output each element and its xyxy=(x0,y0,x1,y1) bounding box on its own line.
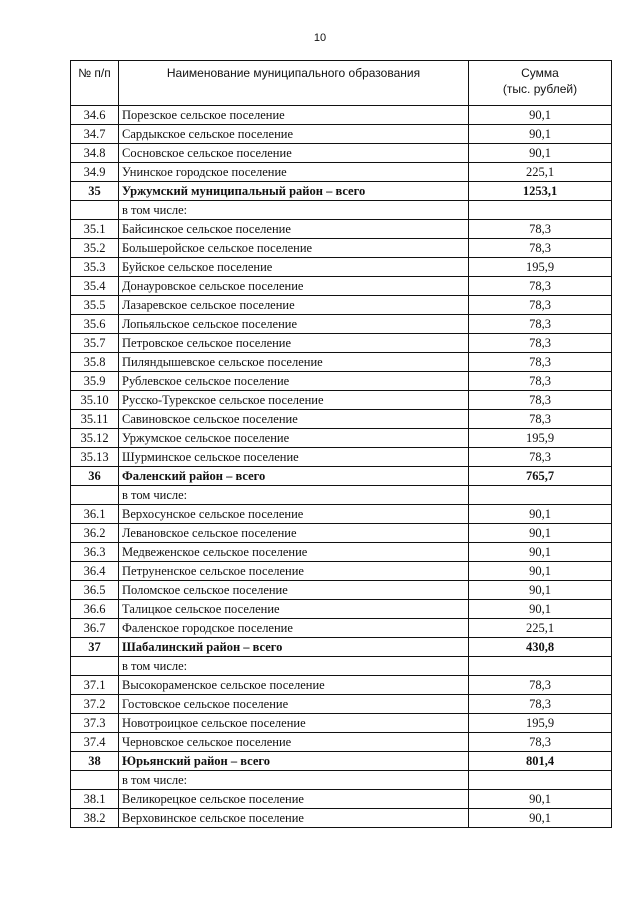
row-sum xyxy=(469,486,612,505)
header-number: № п/п xyxy=(71,61,119,106)
row-number: 35.9 xyxy=(71,372,119,391)
table-row xyxy=(71,809,612,828)
row-number: 35.11 xyxy=(71,410,119,429)
row-name: в том числе: xyxy=(119,201,469,220)
row-name: Уржумский муниципальный район – всего xyxy=(119,182,469,201)
header-name: Наименование муниципального образования xyxy=(119,61,469,106)
row-number: 35 xyxy=(71,182,119,201)
row-number: 36 xyxy=(71,467,119,486)
table-row xyxy=(71,353,612,372)
row-sum: 78,3 xyxy=(469,334,612,353)
row-sum: 78,3 xyxy=(469,448,612,467)
table-row xyxy=(71,543,612,562)
table-row xyxy=(71,239,612,258)
row-sum: 430,8 xyxy=(469,638,612,657)
row-name: Шабалинский район – всего xyxy=(119,638,469,657)
row-number: 36.4 xyxy=(71,562,119,581)
row-sum: 78,3 xyxy=(469,372,612,391)
header-sum-title: Сумма xyxy=(521,66,559,80)
row-name: Рублевское сельское поселение xyxy=(119,372,469,391)
budget-table xyxy=(70,60,612,828)
table-row-total xyxy=(71,752,612,771)
table-row xyxy=(71,334,612,353)
row-sum xyxy=(469,657,612,676)
table-row xyxy=(71,524,612,543)
table-row xyxy=(71,448,612,467)
row-name: Петровское сельское поселение xyxy=(119,334,469,353)
row-number: 37.3 xyxy=(71,714,119,733)
table-row xyxy=(71,619,612,638)
table-row xyxy=(71,391,612,410)
row-sum: 801,4 xyxy=(469,752,612,771)
row-sum: 78,3 xyxy=(469,296,612,315)
row-sum: 78,3 xyxy=(469,353,612,372)
row-sum: 78,3 xyxy=(469,239,612,258)
row-sum: 225,1 xyxy=(469,163,612,182)
row-name: Унинское городское поселение xyxy=(119,163,469,182)
table-row-total xyxy=(71,638,612,657)
row-sum: 195,9 xyxy=(469,429,612,448)
table-row xyxy=(71,733,612,752)
row-name: Черновское сельское поселение xyxy=(119,733,469,752)
row-sum: 78,3 xyxy=(469,277,612,296)
table-row xyxy=(71,657,612,676)
row-sum: 78,3 xyxy=(469,695,612,714)
row-sum: 90,1 xyxy=(469,790,612,809)
table-row xyxy=(71,410,612,429)
row-sum: 78,3 xyxy=(469,733,612,752)
row-sum: 195,9 xyxy=(469,714,612,733)
row-name: Левановское сельское поселение xyxy=(119,524,469,543)
row-number: 35.6 xyxy=(71,315,119,334)
row-name: в том числе: xyxy=(119,657,469,676)
row-sum: 90,1 xyxy=(469,581,612,600)
header-sum-unit: (тыс. рублей) xyxy=(502,82,578,96)
row-number: 38 xyxy=(71,752,119,771)
table-row xyxy=(71,790,612,809)
row-number: 37 xyxy=(71,638,119,657)
row-name: Шурминское сельское поселение xyxy=(119,448,469,467)
row-sum: 90,1 xyxy=(469,600,612,619)
row-name: Медвеженское сельское поселение xyxy=(119,543,469,562)
row-sum: 90,1 xyxy=(469,809,612,828)
table-row xyxy=(71,315,612,334)
table-row xyxy=(71,695,612,714)
table-row xyxy=(71,429,612,448)
table-row xyxy=(71,600,612,619)
row-sum xyxy=(469,201,612,220)
row-number: 35.7 xyxy=(71,334,119,353)
row-name: Великорецкое сельское поселение xyxy=(119,790,469,809)
row-number xyxy=(71,657,119,676)
row-sum: 90,1 xyxy=(469,524,612,543)
row-sum: 78,3 xyxy=(469,676,612,695)
table-row xyxy=(71,562,612,581)
table-row xyxy=(71,581,612,600)
table-row xyxy=(71,220,612,239)
row-sum: 78,3 xyxy=(469,391,612,410)
row-name: Лазаревское сельское поселение xyxy=(119,296,469,315)
row-name: в том числе: xyxy=(119,771,469,790)
row-number xyxy=(71,486,119,505)
table-row xyxy=(71,201,612,220)
row-number: 35.2 xyxy=(71,239,119,258)
row-number: 35.1 xyxy=(71,220,119,239)
row-number: 38.2 xyxy=(71,809,119,828)
row-sum: 78,3 xyxy=(469,220,612,239)
row-name: Пиляндышевское сельское поселение xyxy=(119,353,469,372)
table-row xyxy=(71,771,612,790)
row-number: 35.10 xyxy=(71,391,119,410)
row-sum: 90,1 xyxy=(469,144,612,163)
row-name: Донауровское сельское поселение xyxy=(119,277,469,296)
row-name: Талицкое сельское поселение xyxy=(119,600,469,619)
row-name: Савиновское сельское поселение xyxy=(119,410,469,429)
row-name: Гостовское сельское поселение xyxy=(119,695,469,714)
row-name: Сосновское сельское поселение xyxy=(119,144,469,163)
table-row xyxy=(71,106,612,125)
row-sum xyxy=(469,771,612,790)
row-name: Фаленский район – всего xyxy=(119,467,469,486)
table-row xyxy=(71,676,612,695)
row-sum: 225,1 xyxy=(469,619,612,638)
row-sum: 90,1 xyxy=(469,562,612,581)
row-sum: 90,1 xyxy=(469,106,612,125)
row-number: 35.8 xyxy=(71,353,119,372)
row-number: 36.5 xyxy=(71,581,119,600)
row-name: Порезское сельское поселение xyxy=(119,106,469,125)
table-row xyxy=(71,144,612,163)
row-number: 35.5 xyxy=(71,296,119,315)
row-name: Петруненское сельское поселение xyxy=(119,562,469,581)
table-row xyxy=(71,125,612,144)
page-number: 10 xyxy=(313,32,327,44)
row-number xyxy=(71,201,119,220)
row-sum: 78,3 xyxy=(469,315,612,334)
row-number: 35.12 xyxy=(71,429,119,448)
table-row xyxy=(71,714,612,733)
row-sum: 78,3 xyxy=(469,410,612,429)
row-number: 36.1 xyxy=(71,505,119,524)
row-name: Большеройское сельское поселение xyxy=(119,239,469,258)
table-row xyxy=(71,277,612,296)
row-number xyxy=(71,771,119,790)
row-name: Верхосунское сельское поселение xyxy=(119,505,469,524)
row-number: 35.13 xyxy=(71,448,119,467)
row-sum: 195,9 xyxy=(469,258,612,277)
row-name: Поломское сельское поселение xyxy=(119,581,469,600)
row-number: 36.3 xyxy=(71,543,119,562)
row-sum: 765,7 xyxy=(469,467,612,486)
row-sum: 1253,1 xyxy=(469,182,612,201)
row-name: Высокораменское сельское поселение xyxy=(119,676,469,695)
table-row xyxy=(71,486,612,505)
row-name: Русско-Турекское сельское поселение xyxy=(119,391,469,410)
row-number: 37.1 xyxy=(71,676,119,695)
table-row-total xyxy=(71,467,612,486)
row-name: Уржумское сельское поселение xyxy=(119,429,469,448)
row-name: Байсинское сельское поселение xyxy=(119,220,469,239)
table-row xyxy=(71,505,612,524)
row-number: 35.3 xyxy=(71,258,119,277)
table-body xyxy=(71,106,612,828)
row-name: Буйское сельское поселение xyxy=(119,258,469,277)
row-number: 37.4 xyxy=(71,733,119,752)
row-number: 36.2 xyxy=(71,524,119,543)
row-sum: 90,1 xyxy=(469,543,612,562)
row-name: Юрьянский район – всего xyxy=(119,752,469,771)
table-row xyxy=(71,163,612,182)
row-sum: 90,1 xyxy=(469,125,612,144)
row-name: Фаленское городское поселение xyxy=(119,619,469,638)
row-name: Сардыкское сельское поселение xyxy=(119,125,469,144)
row-number: 36.7 xyxy=(71,619,119,638)
header-sum xyxy=(469,61,612,106)
table-row xyxy=(71,296,612,315)
table-row-total xyxy=(71,182,612,201)
table-row xyxy=(71,372,612,391)
row-name: Лопьяльское сельское поселение xyxy=(119,315,469,334)
row-number: 34.6 xyxy=(71,106,119,125)
table-header-row xyxy=(71,61,612,106)
row-name: Новотроицкое сельское поселение xyxy=(119,714,469,733)
row-number: 37.2 xyxy=(71,695,119,714)
row-number: 34.7 xyxy=(71,125,119,144)
table-row xyxy=(71,258,612,277)
row-number: 36.6 xyxy=(71,600,119,619)
row-name: в том числе: xyxy=(119,486,469,505)
row-number: 35.4 xyxy=(71,277,119,296)
row-number: 34.8 xyxy=(71,144,119,163)
row-number: 38.1 xyxy=(71,790,119,809)
row-sum: 90,1 xyxy=(469,505,612,524)
row-number: 34.9 xyxy=(71,163,119,182)
row-name: Верховинское сельское поселение xyxy=(119,809,469,828)
